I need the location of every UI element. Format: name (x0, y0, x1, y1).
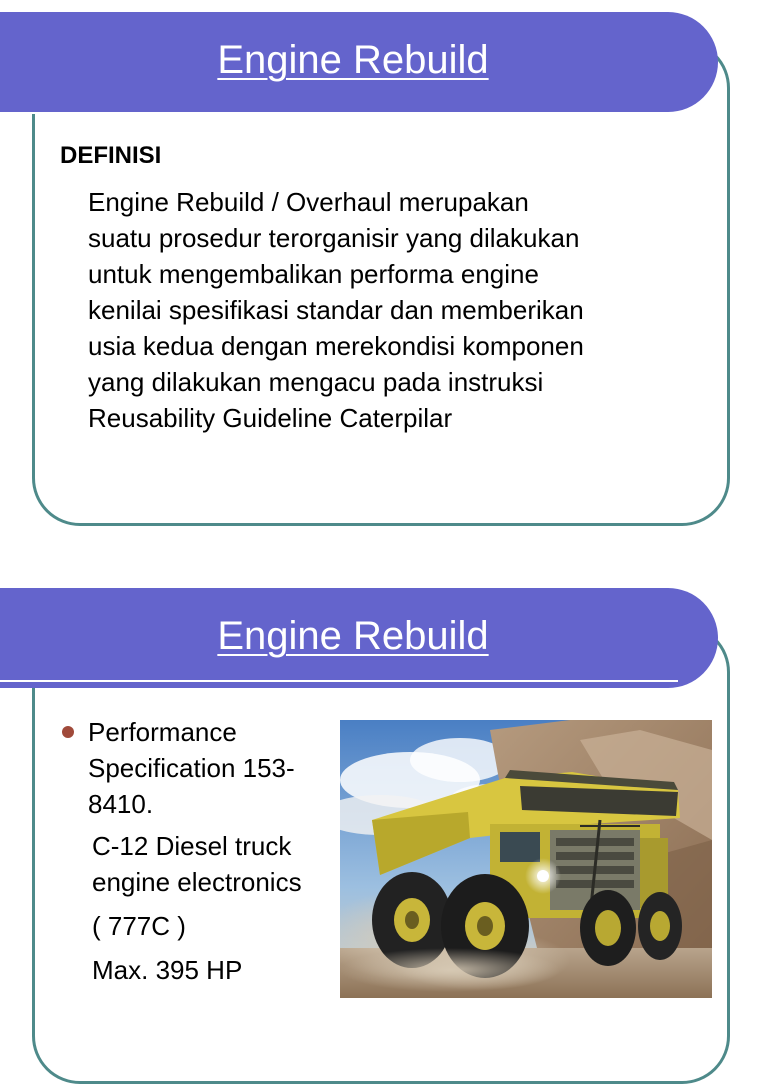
definition-line: Reusability Guideline Caterpilar (88, 403, 453, 433)
bullet-line: Performance (88, 717, 237, 747)
detail-line: C-12 Diesel truck (92, 831, 292, 861)
detail-line: engine electronics (92, 867, 302, 897)
mining-truck-image (340, 720, 712, 998)
bullet-text (88, 714, 338, 822)
slide-2 (0, 584, 768, 1024)
bullet-line: 8410. (88, 789, 154, 819)
detail-line: Max. 395 HP (92, 955, 243, 985)
engine-details (88, 828, 338, 990)
mining-truck-illustration (340, 720, 712, 998)
definition-text (88, 184, 708, 436)
bullet-line: Specification 153- (88, 753, 295, 783)
slide-title: Engine Rebuild (217, 614, 489, 658)
bullet-icon (62, 726, 74, 738)
definition-line: Engine Rebuild / Overhaul merupakan (88, 187, 529, 217)
definition-line: yang dilakukan mengacu pada instruksi (88, 367, 544, 397)
detail-line: ( 777C ) (92, 911, 186, 941)
definition-line: suatu prosedur terorganisir yang dilakukan (88, 223, 580, 253)
banner-divider (0, 680, 678, 682)
banner-divider (0, 112, 678, 114)
slide-title: Engine Rebuild (217, 38, 489, 82)
definition-line: usia kedua dengan merekondisi komponen (88, 331, 584, 361)
slide-1 (0, 0, 768, 540)
definition-line: untuk mengembalikan performa engine (88, 259, 539, 289)
definition-line: kenilai spesifikasi standar dan memberikan (88, 295, 584, 325)
definition-heading: DEFINISI (60, 142, 162, 169)
